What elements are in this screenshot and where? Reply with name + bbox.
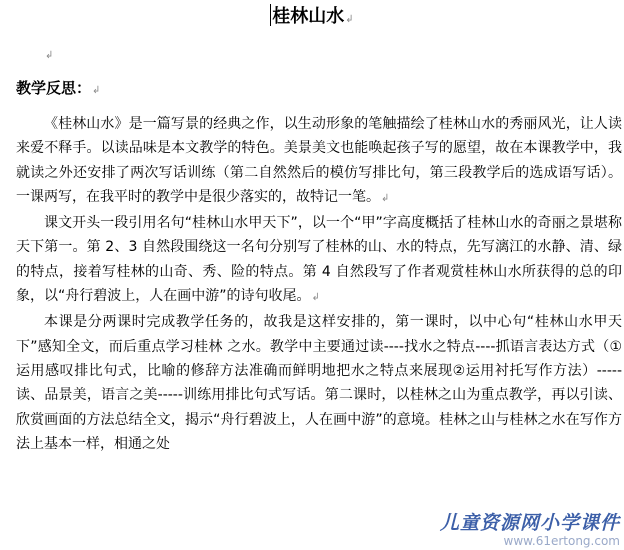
- paragraph: [16, 211, 622, 310]
- paragraph: [16, 310, 622, 456]
- paragraph-mark-icon: ↲: [345, 14, 354, 25]
- paragraph: [16, 112, 622, 211]
- paragraph-text: 《桂林山水》是一篇写景的经典之作，以生动形象的笔触描绘了桂林山水的秀丽风光，让人读来爱不释手。以读品味是本文教学的特色。美景美文也能唤起孩子写的愿望，故在本课教学中，我就读之外还安排了两次写话训练（第二自然然后的模仿写排比句，第三段教学后的选成语写话）。一课两写，在我平时的教学中是很少落实的，故特记一笔。: [16, 116, 622, 205]
- watermark-text: 儿童资源网小学课件: [439, 512, 620, 534]
- paragraph-mark-icon: ↲: [45, 50, 54, 61]
- title-text: 桂林山水: [272, 6, 345, 27]
- watermark-url: www.61ertong.com: [503, 534, 620, 548]
- watermark: [392, 508, 620, 548]
- empty-paragraph: [44, 46, 53, 63]
- paragraph-mark-icon: ↲: [311, 292, 320, 304]
- paragraph-mark-icon: ↲: [381, 192, 390, 204]
- paragraph-text: 本课是分两课时完成教学任务的，故我是这样安排的，第一课时，以中心句“桂林山水甲天下”感知全文，而后重点学习桂林 之水。教学中主要通过读----找水之特点----抓语言表达方式（①运用感叹排比句式，比喻的修辞方法准确而鲜明地把水之特点来展现②运用衬托写作方法）-----读、品景美，语言之美-----训练用排比句式写话。第二课时，以桂林之山为重点教学，再以引读、欣赏画面的方法总结全文，揭示“舟行碧波上，人在画中游”的意境。桂林之山与桂林之水在写作方法上基本一样，相通之处: [16, 314, 622, 452]
- paragraph-mark-icon: ↲: [92, 85, 101, 96]
- document-title: [0, 4, 624, 32]
- section-heading: [16, 78, 100, 101]
- section-heading-text: 教学反思：: [16, 79, 92, 97]
- body-text[interactable]: [16, 112, 622, 456]
- paragraph-text: 课文开头一段引用名句“桂林山水甲天下”，以一个“甲”字高度概括了桂林山水的奇丽之景堪称天下第一。第 2、3 自然段围绕这一名句分别写了桂林的山、水的特点，先写漓江的水静、清、绿的特点，接着写桂林的山奇、秀、险的特点。第 4 自然段写了作者观赏桂林山水所获得的总的印象，以“舟行碧波上，人在画中游”的诗句收尾。: [16, 215, 622, 305]
